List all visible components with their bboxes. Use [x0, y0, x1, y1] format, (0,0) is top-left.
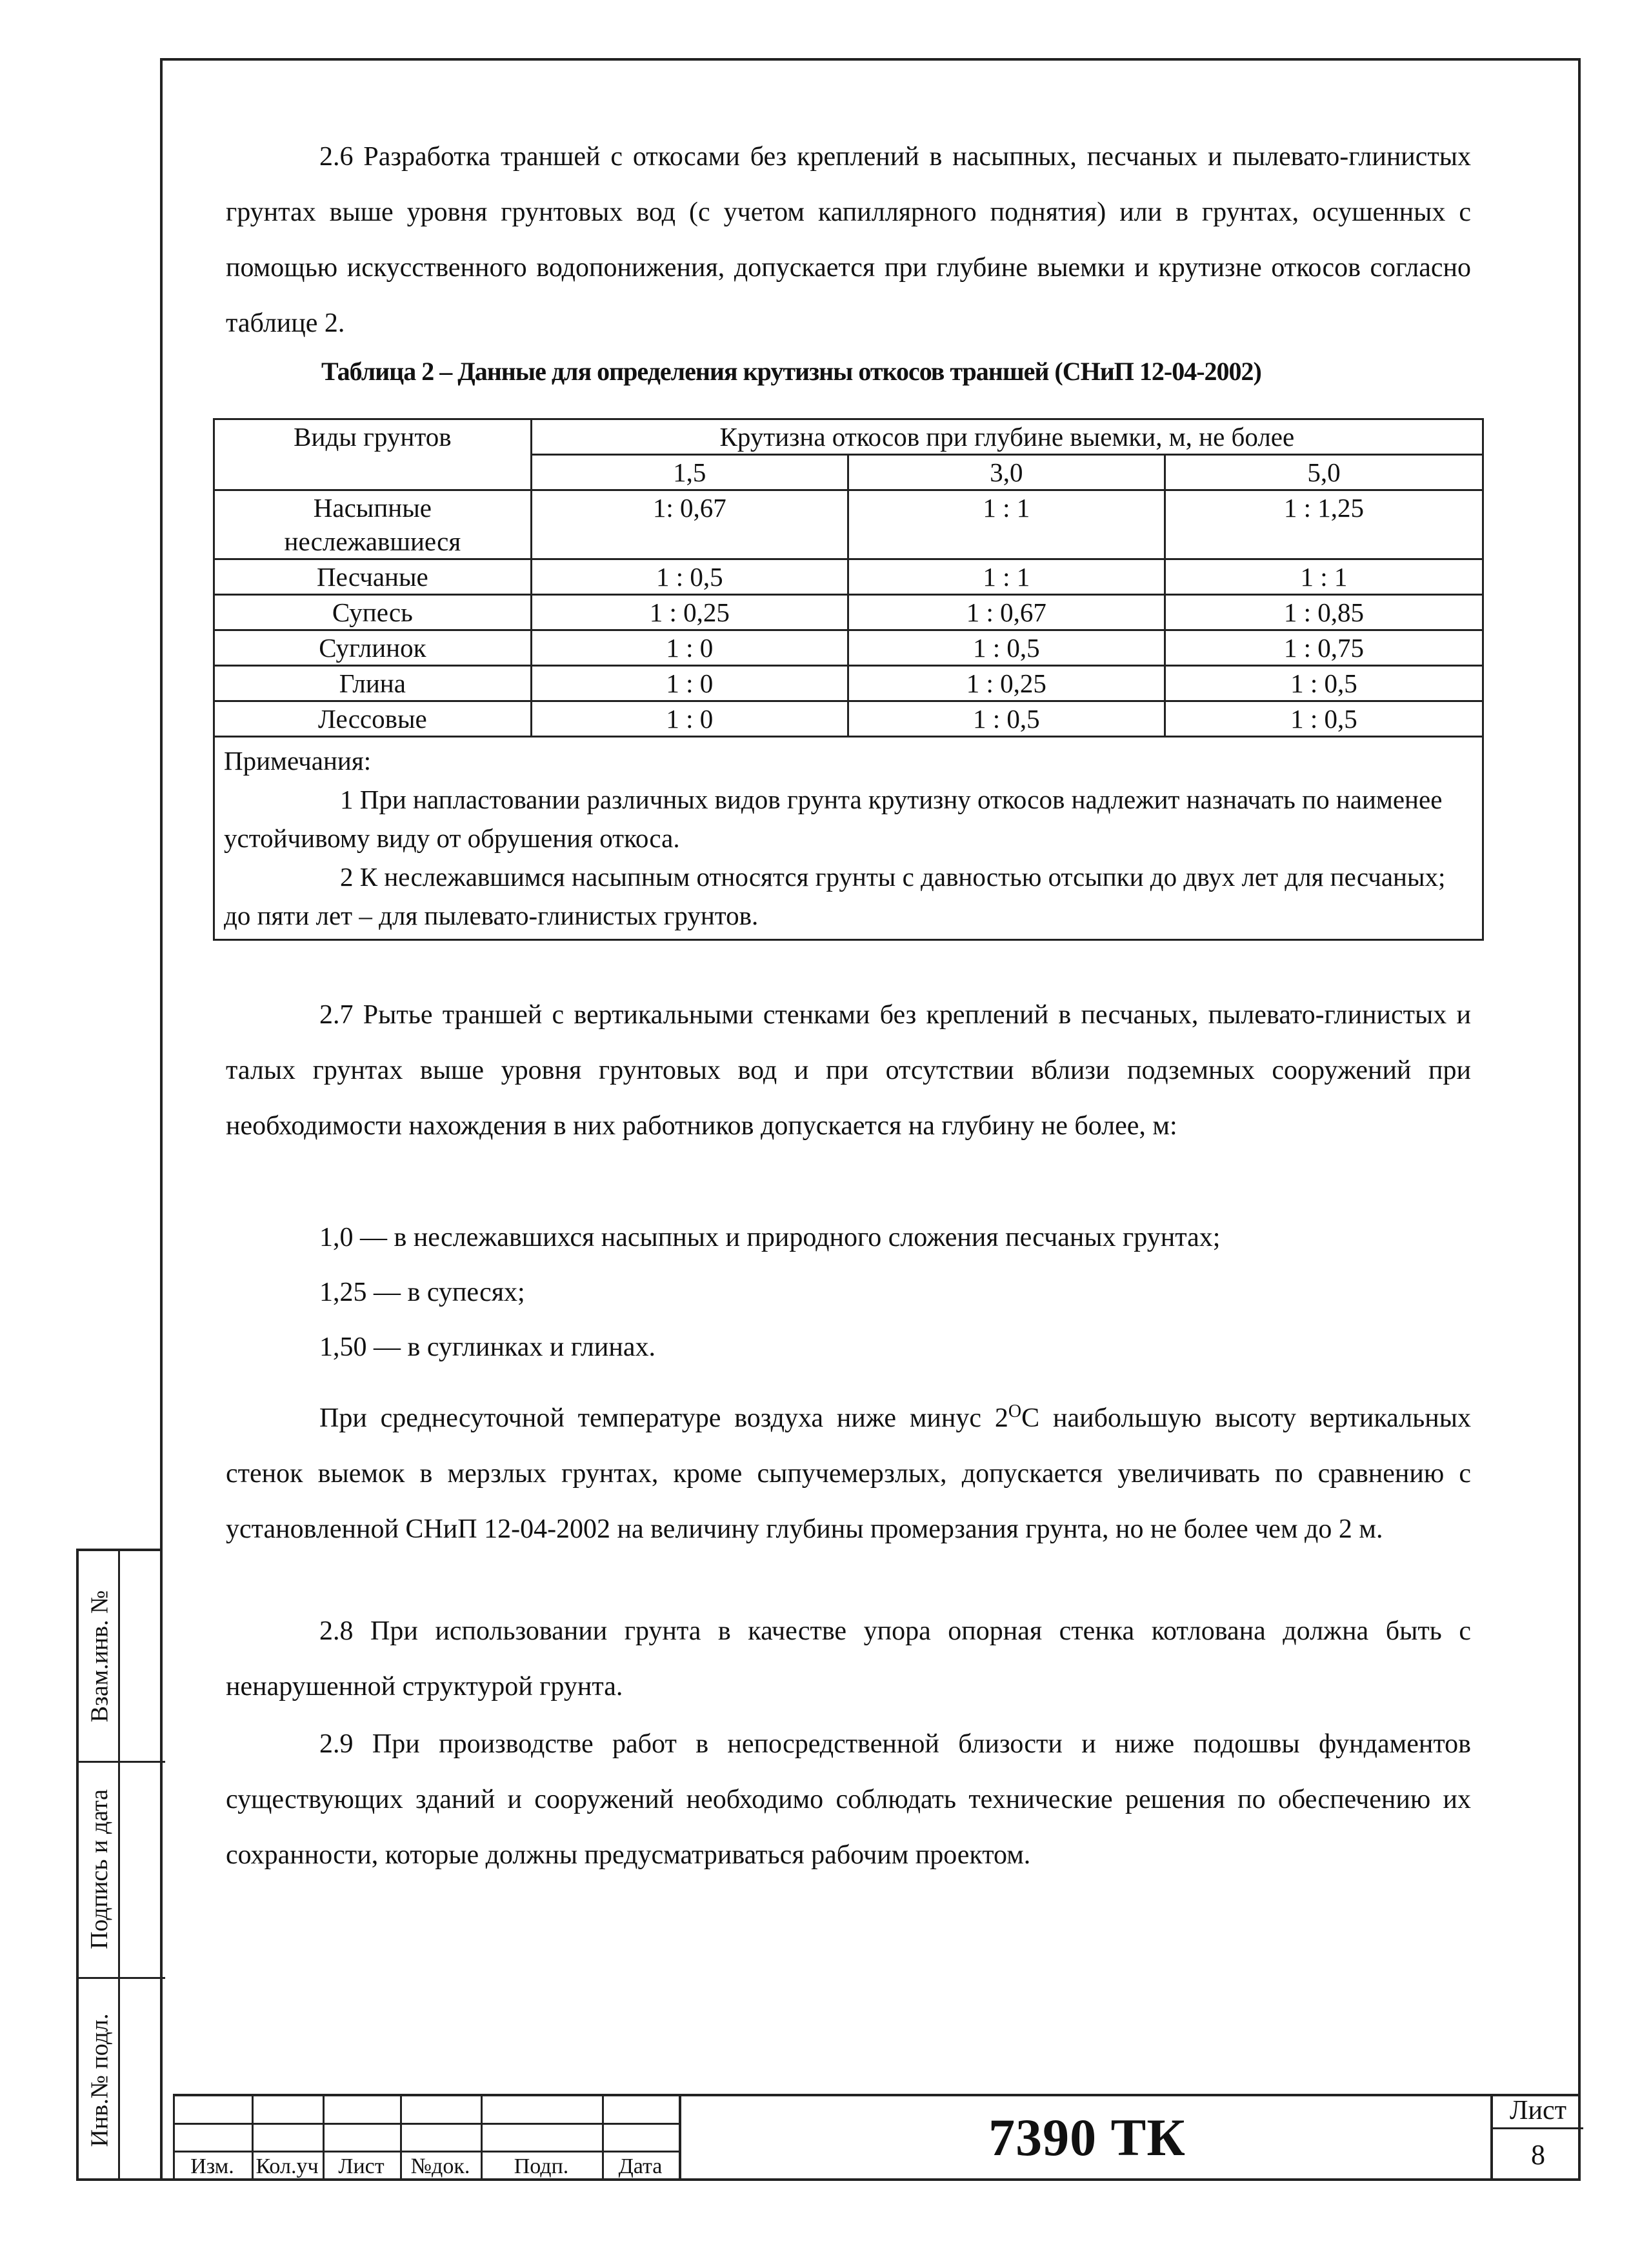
slope-value: 1 : 0,85: [1165, 595, 1483, 630]
slope-value: 1: 0,67: [531, 490, 848, 559]
table-caption: Таблица 2 – Данные для определения крутизны откосов траншей (СНиП 12-04-2002): [321, 357, 1261, 386]
stamp-label-izm: Изм.: [190, 2154, 234, 2178]
sidebar-podpis: Подпись и дата: [86, 1789, 114, 1949]
slope-table: [213, 418, 1484, 941]
header-soil: Виды грунтов: [214, 419, 532, 490]
note-2: 2 К неслежавшимся насыпным относятся грунты с давностью отсыпки до двух лет для песчаных; до пяти лет – для пылевато-глинистых грунтов.: [224, 862, 1446, 930]
depth-item-1: 1,0 — в неслежавшихся насыпных и природного сложения песчаных грунтах;: [319, 1223, 1221, 1252]
table-row: [214, 595, 1483, 630]
slope-value: 1 : 0,5: [1165, 666, 1483, 701]
table-row: [214, 630, 1483, 666]
slope-value: 1 : 0,75: [1165, 630, 1483, 666]
slope-value: 1 : 0,25: [531, 595, 848, 630]
paragraph-2-7: 2.7 Рытье траншей с вертикальными стенками без креплений в песчаных, пылевато-глинистых и талых грунтах выше уровня грунтовых вод и при отсутствии вблизи подземных сооружений при необходимости нахождения в них работников допускается на глубину не более, м:: [226, 1000, 1471, 1141]
slope-value: 1 : 0: [531, 701, 848, 737]
slope-value: 1 : 0,5: [531, 559, 848, 595]
stamp-label-kol: Кол.уч: [255, 2154, 319, 2178]
slope-value: 1 : 0,5: [848, 701, 1165, 737]
notes-title: Примечания:: [224, 746, 372, 776]
table-row: [214, 559, 1483, 595]
note-1: 1 При напластовании различных видов грунта крутизну откосов надлежит назначать по наименее устойчивому виду от обрушения откоса.: [224, 785, 1443, 853]
depth-1: 1,5: [531, 455, 848, 490]
sidebar-inv: Инв.№ подл.: [86, 2013, 114, 2147]
table-row: [214, 666, 1483, 701]
paragraph-2-6: 2.6 Разработка траншей с откосами без креплений в насыпных, песчаных и пылевато-глинистых грунтах выше уровня грунтовых вод (с учетом капиллярного поднятия) или в грунтах, осушенных с помощью искусственного водопонижения, допускается при глубине выемки и крутизне откосов согласно таблице 2.: [226, 142, 1471, 338]
soil-name: Насыпные неслежавшиеся: [214, 490, 532, 559]
slope-value: 1 : 0,67: [848, 595, 1165, 630]
paragraph-temperature: При среднесуточной температуре воздуха ниже минус $2^ОС$ наибольшую высоту вертикальных стенок выемок в мерзлых грунтах, кроме сыпучемерзлых, допускается увеличивать по сравнению с установленной СНиП 12-04-2002 на величину глубины промерзания грунта, но не более чем до 2 м.: [226, 1401, 1471, 1544]
depth-item-2: 1,25 — в супесях;: [319, 1278, 525, 1307]
soil-name: Лессовые: [214, 701, 532, 737]
table-notes: [214, 737, 1483, 940]
stamp-label-ndok: №док.: [410, 2154, 470, 2178]
depth-2: 3,0: [848, 455, 1165, 490]
slope-value: 1 : 1: [848, 559, 1165, 595]
sidebar-vzam: Взам.инв. №: [86, 1590, 114, 1722]
sheet-box: [1490, 2094, 1583, 2181]
header-slope: Крутизна откосов при глубине выемки, м, не более: [531, 419, 1483, 455]
stamp-label-data: Дата: [618, 2154, 663, 2178]
slope-value: 1 : 0,5: [1165, 701, 1483, 737]
soil-name: Суглинок: [214, 630, 532, 666]
slope-value: 1 : 0,5: [848, 630, 1165, 666]
table-row: [214, 701, 1483, 737]
approval-sidebar: [76, 1549, 163, 2181]
document-number: 7390 ТК: [679, 2094, 1493, 2181]
title-block: [173, 2094, 1581, 2181]
table-row: [214, 490, 1483, 559]
slope-value: 1 : 0: [531, 666, 848, 701]
stamp-label-list: Лист: [338, 2154, 385, 2178]
slope-value: 1 : 0,25: [848, 666, 1165, 701]
paragraph-2-8: 2.8 При использовании грунта в качестве упора опорная стенка котлована должна быть с ненарушенной структурой грунта.: [226, 1616, 1471, 1701]
slope-value: 1 : 1,25: [1165, 490, 1483, 559]
paragraph-2-9: 2.9 При производстве работ в непосредственной близости и ниже подошвы фундаментов существующих зданий и сооружений необходимо соблюдать технические решения по обеспечению их сохранности, которые должны предусматриваться рабочим проектом.: [226, 1729, 1471, 1870]
sheet-label: Лист: [1493, 2094, 1583, 2129]
soil-name: Супесь: [214, 595, 532, 630]
stamp-label-podp: Подп.: [514, 2154, 569, 2178]
depth-3: 5,0: [1165, 455, 1483, 490]
soil-name: Песчаные: [214, 559, 532, 595]
slope-value: 1 : 0: [531, 630, 848, 666]
depth-item-3: 1,50 — в суглинках и глинах.: [319, 1332, 655, 1362]
slope-value: 1 : 1: [848, 490, 1165, 559]
soil-name: Глина: [214, 666, 532, 701]
sheet-number: 8: [1531, 2139, 1545, 2171]
slope-value: 1 : 1: [1165, 559, 1483, 595]
